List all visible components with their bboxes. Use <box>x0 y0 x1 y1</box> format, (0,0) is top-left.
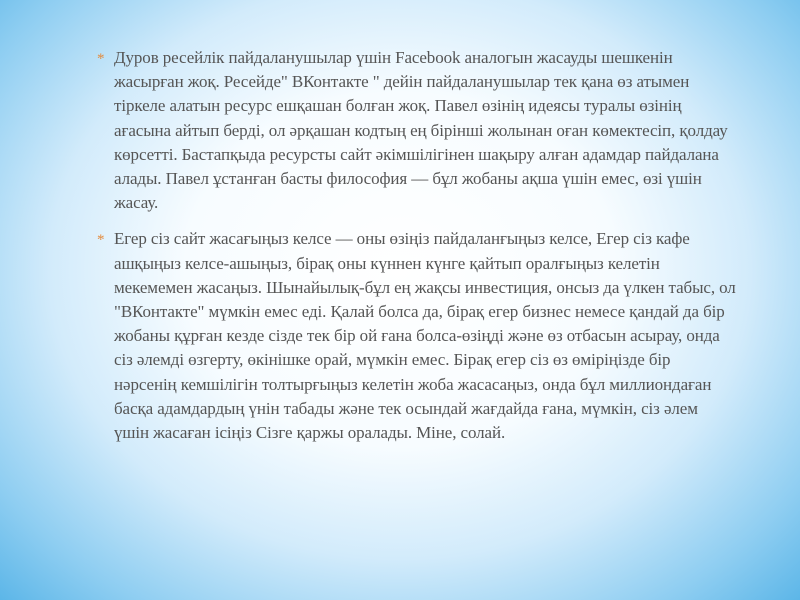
bullet-text-2: Егер сіз сайт жасағыңыз келсе — оны өзіңіз пайдаланғыңыз келсе, Егер сіз кафе ашқыңыз келсе-ашыңыз, бірақ оны күннен күнге қайтып оралғыңыз келетін мекемемен жасаңыз. Шынайылық-бұл ең жақсы инвестиция, онсыз да үлкен табыс, ол "ВКонтакте" мүмкін емес еді. Қалай болса да, бірақ егер бизнес немесе қандай да бір жобаны құрған кезде сізде тек бір ой ғана болса-өзіңді және өз отбасын асырау, онда сіз әлемді өзгерту, өкінішке орай, мүмкін емес. Бірақ егер сіз өз өміріңізде бір нәрсенің кемшілігін толтырғыңыз келетін жоба жасасаңыз, онда бұл миллиондаған басқа адамдардың үнін табады және тек осындай жағдайда ғана, мүмкін, сіз әлем үшін жасаған ісіңіз Сізге қаржы оралады. Міне, солай. <box>114 229 736 443</box>
bullet-item-1 <box>96 46 736 215</box>
bullet-item-2 <box>96 227 736 445</box>
bullet-icon: * <box>97 232 105 249</box>
bullet-icon: * <box>97 51 105 67</box>
bullet-text-1: Дуров ресейлік пайдаланушылар үшін Facebook аналогын жасауды шешкенін жасырған жоқ. Ресейде" ВКонтакте " дейін пайдаланушылар тек қана өз атымен тіркеле алатын ресурс ешқашан болған жоқ. Павел өзінің идеясы туралы өзінің ағасына айтып берді, ол әрқашан кодтың ең бірінші жолынан оған көмектесіп, қолдау көрсетті. Бастапқыда ресурсты сайт әкімшілігінен шақыру алған адамдар пайдалана алады. Павел ұстанған басты философия — бұл жобаны ақша үшін емес, өзі үшін жасау. <box>114 48 728 213</box>
slide-content <box>96 46 736 457</box>
